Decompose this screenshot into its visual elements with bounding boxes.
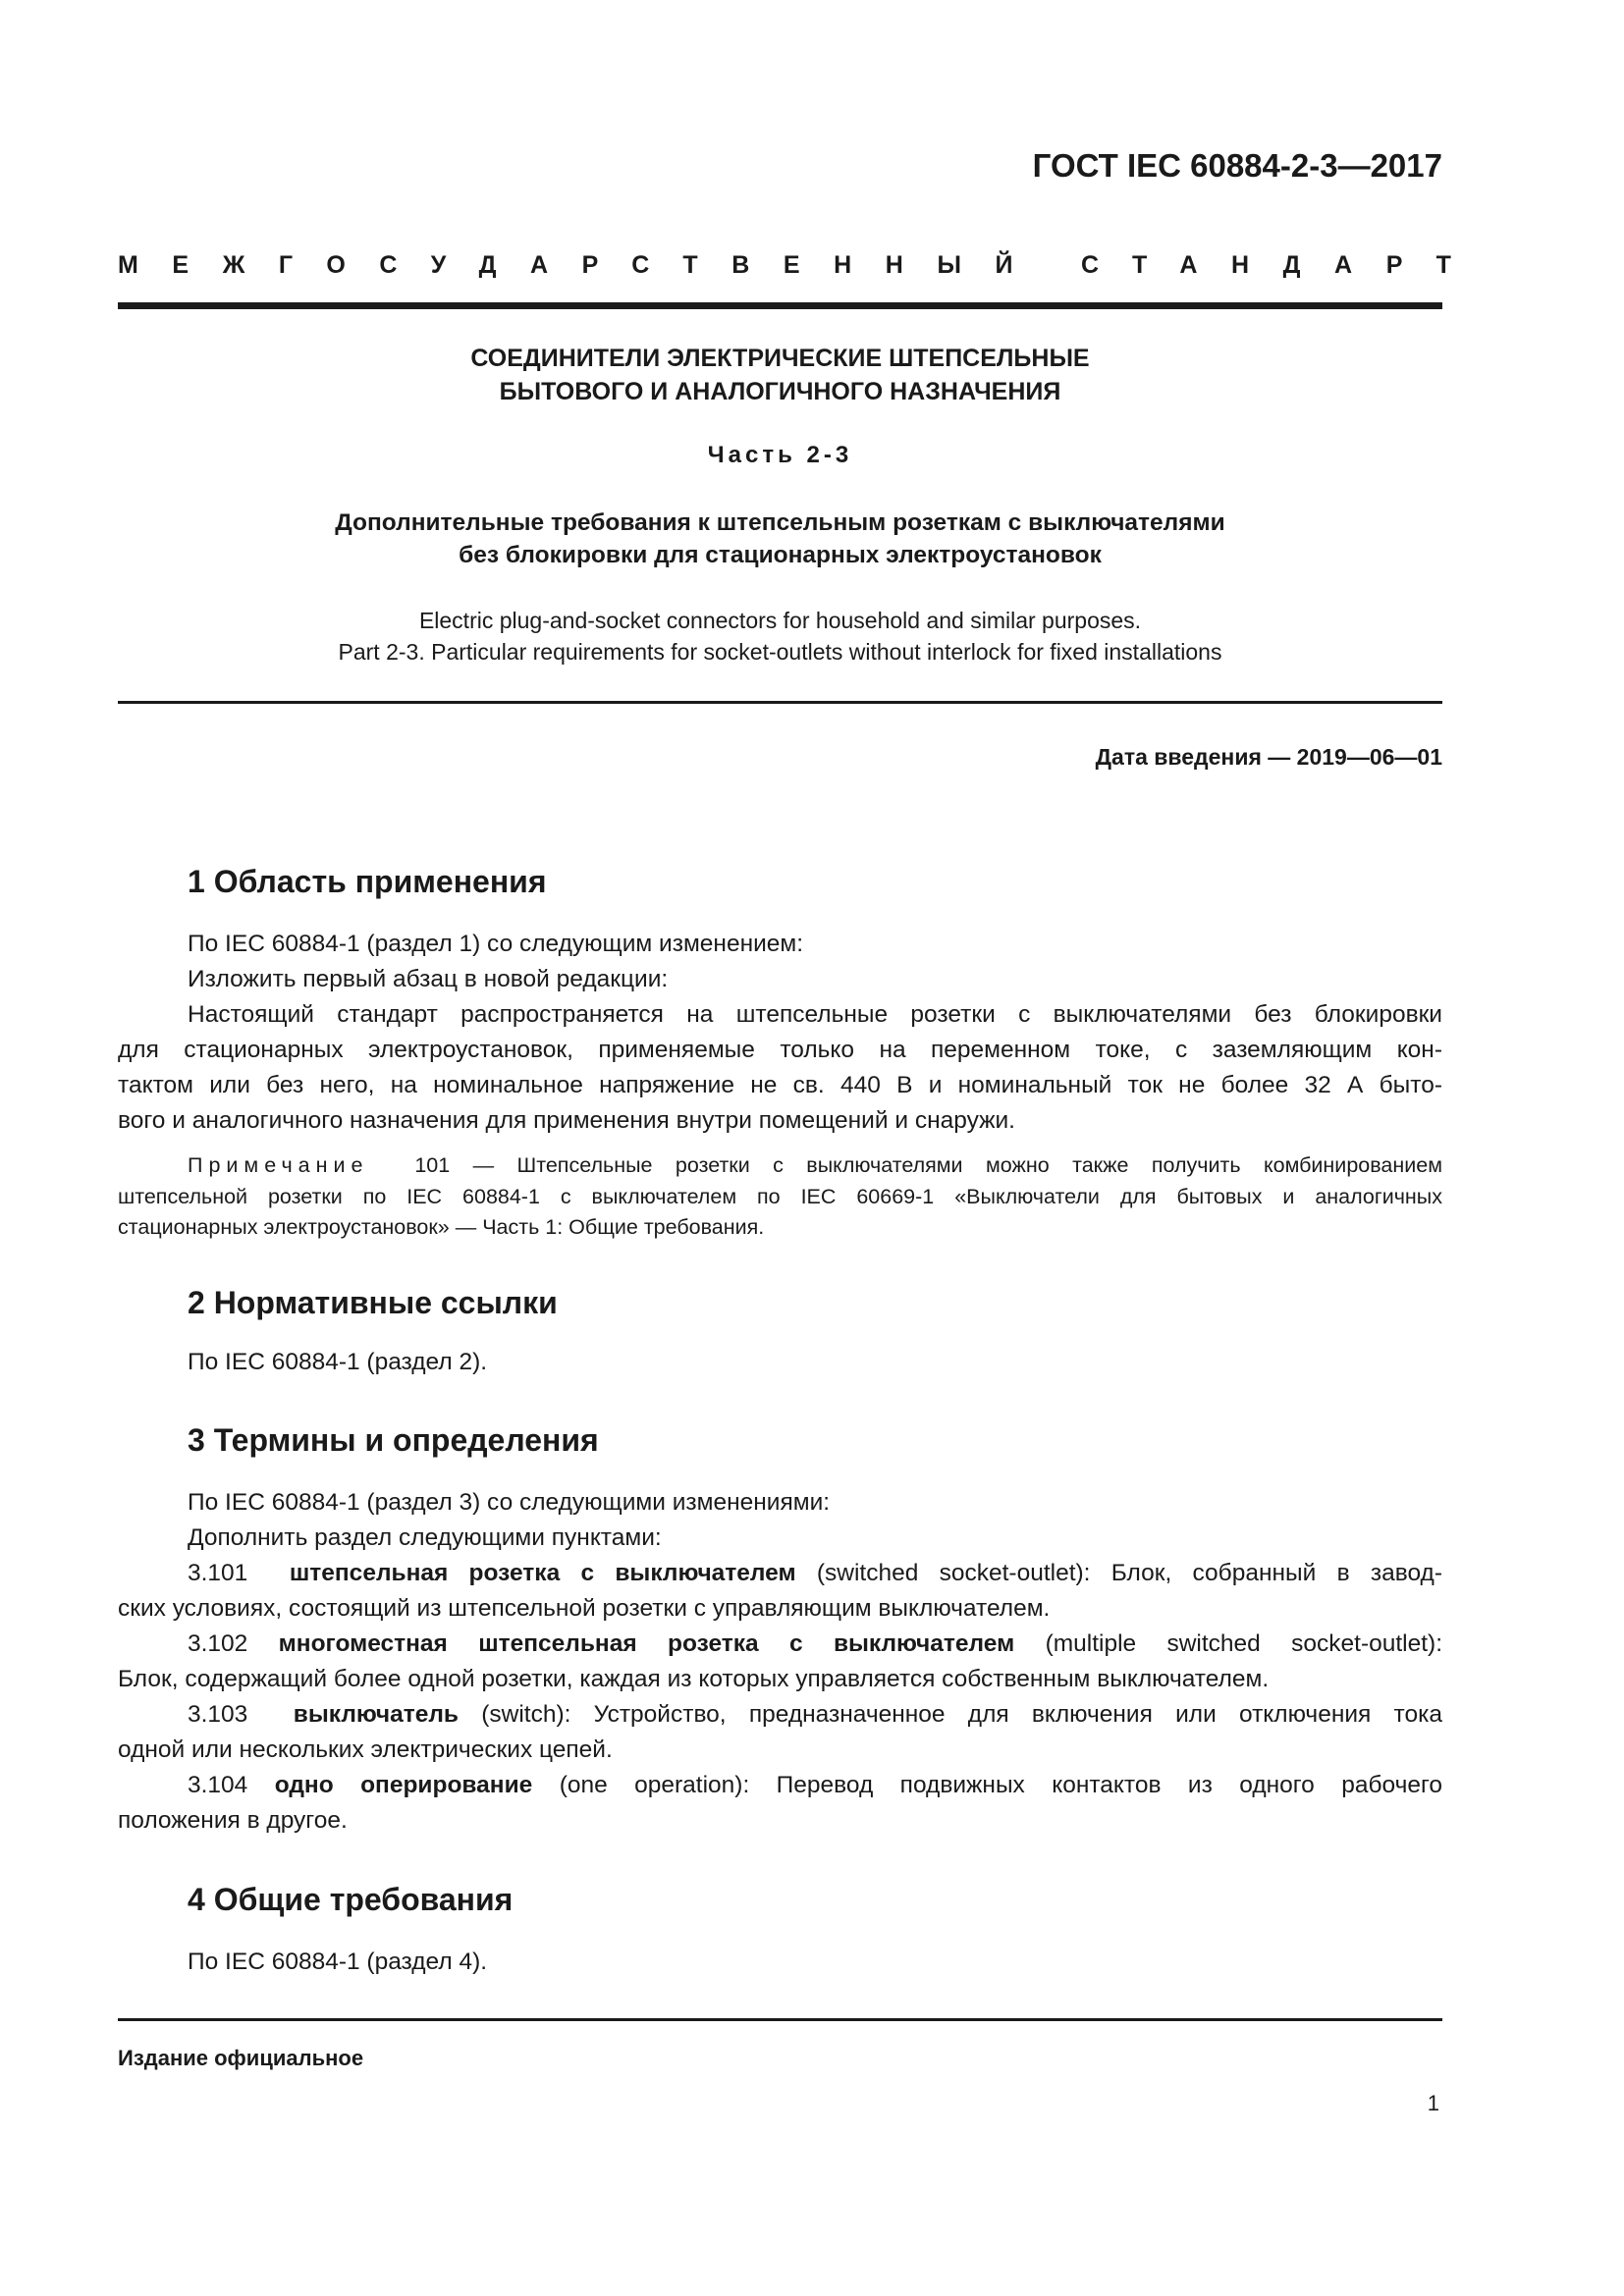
section-2-body <box>118 1345 1442 1380</box>
term-3-101 <box>118 1556 1442 1591</box>
title-block <box>118 342 1442 408</box>
paragraph-line: вого и аналогичного назначения для применения внутри помещений и снаружи. <box>118 1107 1015 1134</box>
subtitle-block <box>118 507 1442 571</box>
footer-rule <box>118 2018 1442 2021</box>
section-4-body <box>118 1945 1442 1980</box>
paragraph-line: тактом или без него, на номинальное напряжение не св. 440 В и номинальный ток не более 32 А быто- <box>118 1072 1442 1098</box>
term-3-102 <box>118 1627 1442 1662</box>
intro-date: Дата введения — 2019—06—01 <box>1095 744 1442 770</box>
english-title-line-2: Part 2-3. Particular requirements for socket-outlets without interlock for fixed installations <box>338 639 1222 665</box>
subtitle-line-2: без блокировки для стационарных электроустановок <box>459 542 1102 568</box>
english-title-line-1: Electric plug-and-socket connectors for household and similar purposes. <box>418 608 1142 633</box>
title-line-2: БЫТОВОГО И АНАЛОГИЧНОГО НАЗНАЧЕНИЯ <box>499 378 1061 405</box>
term-number: 3.104 <box>188 1772 248 1798</box>
term-definition: (switched socket-outlet): Блок, собранный в завод- <box>816 1560 1442 1586</box>
paragraph-line: По IEC 60884-1 (раздел 4). <box>188 1949 488 1975</box>
term-number: 3.103 <box>188 1701 248 1728</box>
term-definition: одной или нескольких электрических цепей. <box>118 1736 613 1763</box>
edition-label: Издание официальное <box>118 2046 364 2070</box>
term-definition: (multiple switched socket-outlet): <box>1045 1630 1443 1657</box>
term-definition: Блок, содержащий более одной розетки, каждая из которых управляется собственным выключателем. <box>118 1666 1270 1692</box>
standard-type-word2: СТАНДАРТ <box>1081 251 1486 279</box>
term-definition: (one operation): Перевод подвижных контактов из одного рабочего <box>559 1772 1442 1798</box>
page-number: 1 <box>1427 2091 1439 2115</box>
section-2-heading: 2 Нормативные ссылки <box>188 1285 558 1320</box>
paragraph-line: По IEC 60884-1 (раздел 1) со следующим изменением: <box>188 931 804 957</box>
term-definition: ских условиях, состоящий из штепсельной розетки с управляющим выключателем. <box>118 1595 1051 1622</box>
title-line-1: СОЕДИНИТЕЛИ ЭЛЕКТРИЧЕСКИЕ ШТЕПСЕЛЬНЫЕ <box>470 345 1090 372</box>
term-3-103 <box>118 1697 1442 1733</box>
paragraph-line: По IEC 60884-1 (раздел 2). <box>188 1349 488 1375</box>
paragraph-line: Дополнить раздел следующими пунктами: <box>188 1524 662 1551</box>
term-name: многоместная штепсельная розетка с выключателем <box>278 1630 1015 1657</box>
note-text: 101 — Штепсельные розетки с выключателями можно также получить комбинированием <box>414 1153 1442 1177</box>
paragraph-line: Изложить первый абзац в новой редакции: <box>188 966 669 992</box>
term-name: одно оперирование <box>274 1772 533 1798</box>
section-1-body <box>118 927 1442 1139</box>
standard-type-word1: МЕЖГОСУДАРСТВЕННЫЙ <box>118 251 1048 279</box>
note-label: Примечание <box>188 1153 369 1177</box>
term-name: выключатель <box>293 1701 459 1728</box>
paragraph-line: Настоящий стандарт распространяется на штепсельные розетки с выключателями без блокировки <box>188 1001 1442 1028</box>
term-3-104 <box>118 1768 1442 1803</box>
term-number: 3.101 <box>188 1560 248 1586</box>
english-title <box>118 605 1442 667</box>
title-rule <box>118 701 1442 704</box>
section-3-heading: 3 Термины и определения <box>188 1422 599 1458</box>
term-number: 3.102 <box>188 1630 248 1657</box>
document-number: ГОСТ IEC 60884-2-3—2017 <box>1032 147 1442 184</box>
header-rule <box>118 302 1442 309</box>
term-name: штепсельная розетка с выключателем <box>289 1560 796 1586</box>
paragraph-line: для стационарных электроустановок, применяемые только на переменном токе, с заземляющим кон- <box>118 1037 1442 1063</box>
section-4-heading: 4 Общие требования <box>188 1882 514 1917</box>
section-1-heading: 1 Область применения <box>188 864 547 899</box>
paragraph-line: По IEC 60884-1 (раздел 3) со следующими изменениями: <box>188 1489 831 1516</box>
section-3-body <box>118 1485 1442 1839</box>
note-line: стационарных электроустановок» — Часть 1: Общие требования. <box>118 1215 765 1239</box>
part-label: Часть 2-3 <box>707 442 853 468</box>
note-line: штепсельной розетки по IEC 60884-1 с выключателем по IEC 60669-1 «Выключатели для бытовых и аналогичных <box>118 1184 1442 1208</box>
term-definition: (switch): Устройство, предназначенное для включения или отключения тока <box>481 1701 1442 1728</box>
term-definition: положения в другое. <box>118 1807 348 1834</box>
subtitle-line-1: Дополнительные требования к штепсельным розеткам с выключателями <box>335 509 1225 536</box>
section-1-note <box>118 1150 1442 1244</box>
